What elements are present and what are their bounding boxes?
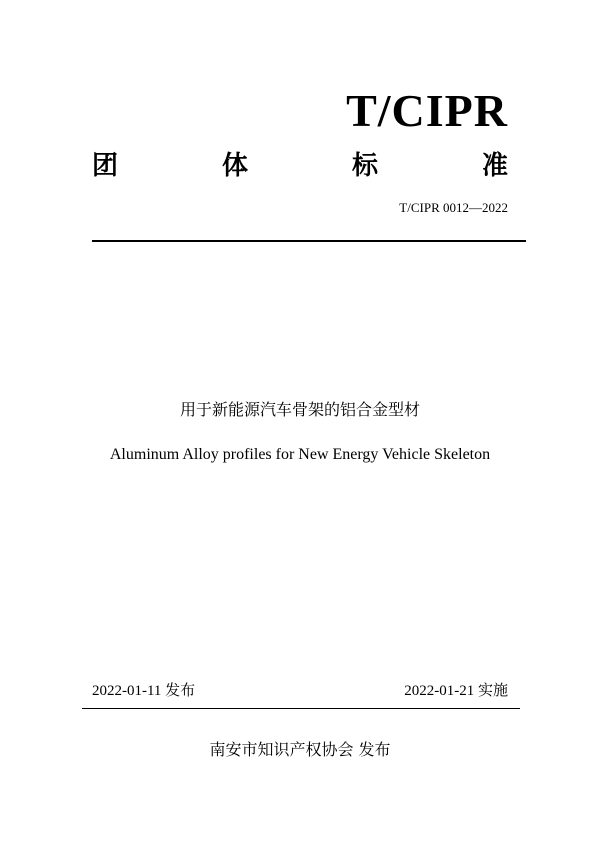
standard-number: T/CIPR 0012—2022 (399, 200, 508, 215)
standard-category (92, 153, 508, 179)
publish-date: 2022-01-11 发布 (92, 683, 196, 699)
category-char: 标 (351, 151, 378, 181)
document-title-en: Aluminum Alloy profiles for New Energy Vehicle Skeleton (109, 446, 491, 463)
category-char: 准 (481, 151, 508, 181)
publisher: 南安市知识产权协会 发布 (209, 740, 391, 759)
effective-date: 2022-01-21 实施 (404, 683, 508, 699)
document-title-cn: 用于新能源汽车骨架的铝合金型材 (179, 400, 420, 419)
standard-code: T/CIPR (346, 85, 508, 136)
bottom-divider (82, 708, 520, 709)
top-divider (92, 240, 526, 242)
category-char: 体 (221, 151, 248, 181)
category-char: 团 (92, 151, 119, 181)
